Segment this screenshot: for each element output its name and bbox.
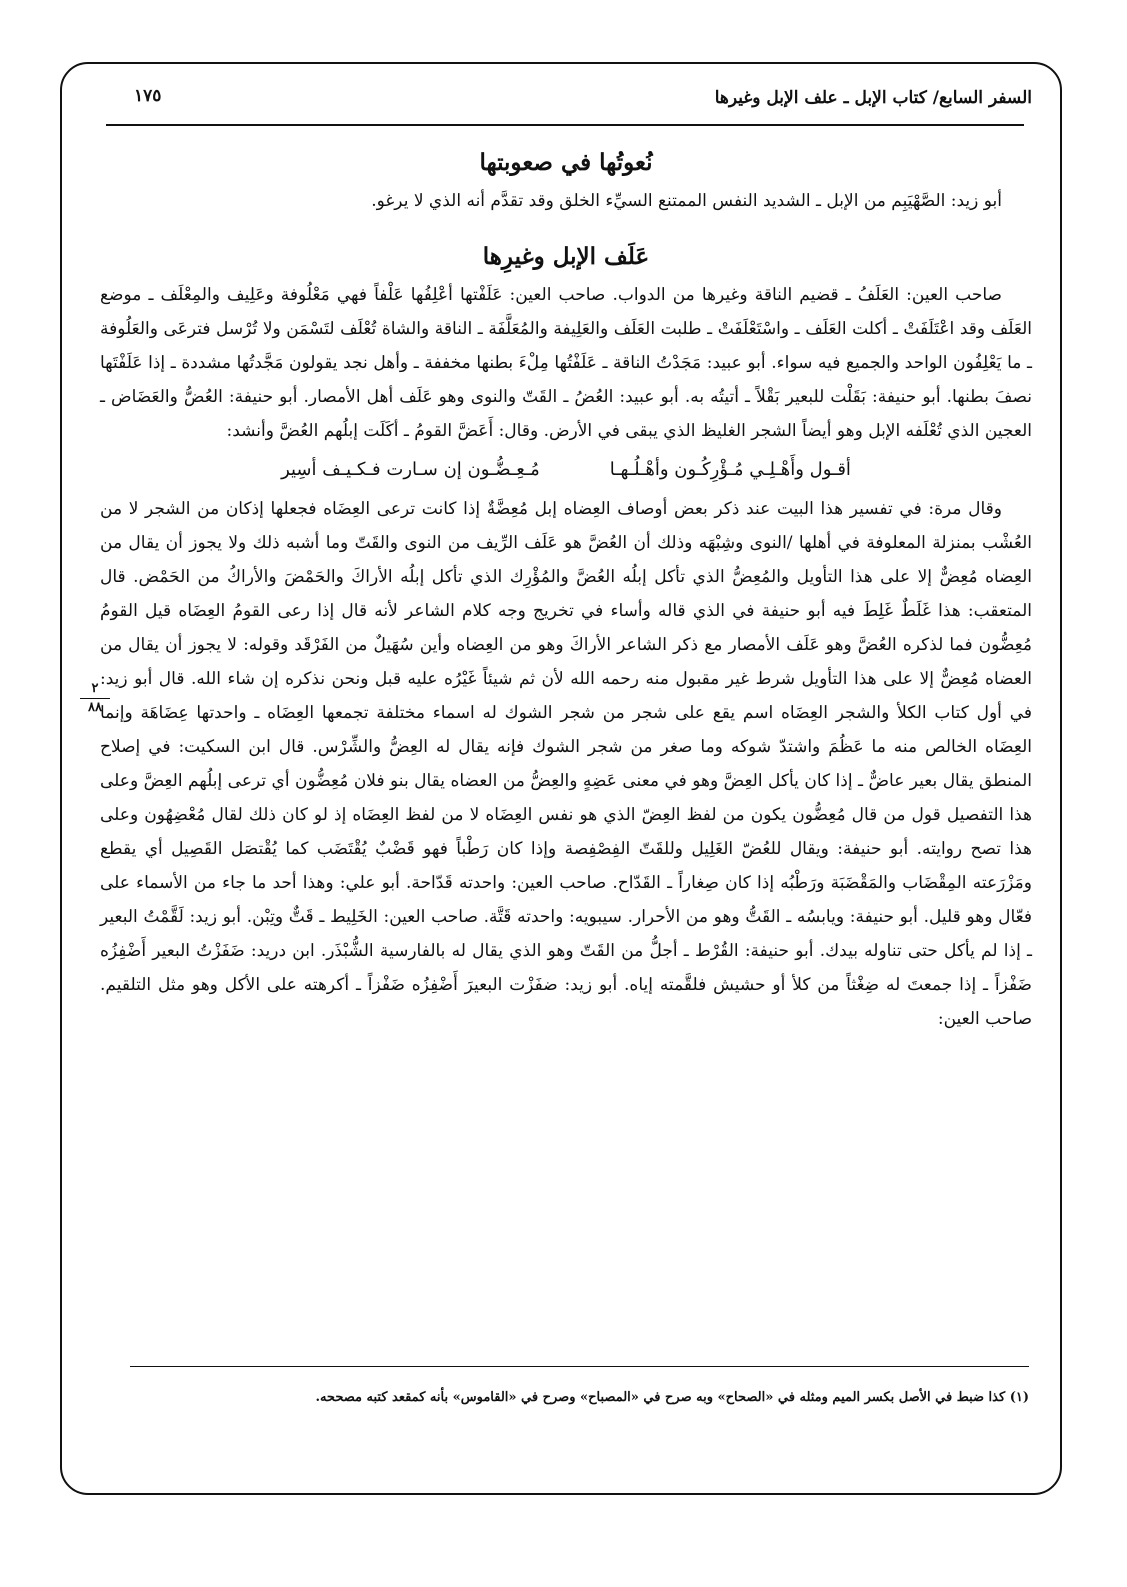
section-1-paragraph: أبو زيد: الصَّهْيَبِم من الإبل ـ الشديد النفس الممتنع السيِّء الخلق وقد تقدَّم أنه الذي لا يرغو. xyxy=(371,191,1002,211)
running-title: السفر السابع/ كتاب الإبل ـ علف الإبل وغيرها xyxy=(714,88,1032,108)
footnote: (١) كذا ضبط في الأصل بكسر الميم ومثله في «الصحاح» وبه صرح في «المصباح» وصرح في «القاموس» بأنه كمقعد كتبه مصححه. xyxy=(315,1390,1029,1405)
page-number: ١٧٥ xyxy=(134,86,162,106)
header-rule xyxy=(106,124,1024,126)
main-text xyxy=(100,142,1032,1036)
section-2-paragraph-2: وقال مرة: في تفسير هذا البيت عند ذكر بعض أوصاف العِضاه إبل مُعِضَّةٌ إذا كانت ترعى العِضَاه فجعلها إذكان من الشجر لا من العُشْب بمنزلة المعلوفة في أهلها /النوى وشِبْهَه وذلك أن العُضَّ هو عَلَف الرِّيف من النوى والقَتّ وما أشبه ذلك ولا يجوز أن يقال من العِضاه مُعِضٌّ إلا على هذا التأويل والمُعِضُّ الذي تأكل إبلُه العُضَّ والمُؤْرِك الذي تأكل إبلُه الأراكَ والحَمْضَ والأراكُ من الحَمْض. قال المتعقب: هذا غَلَطٌ غَلِطَ فيه أبو حنيفة في الذي قاله وأساء في تخريج وجه كلام الشاعر لأنه قال إذا رعى القومُ العِضَاه قيل القومُ مُعِضُّون فما لذكره العُضَّ وهو عَلَف الأمصار مع ذكر الشاعر الأراكَ وهو من العِضاه وأين سُهَيلٌ من الفَرْقَد وقوله: لا يجوز أن يقال من العضاه مُعِضٌّ إلا على هذا التأويل شرط غير مقبول منه رحمه الله لأن ثم شيئاً غَيْرُه عليه قبل ونحن نذكره إن شاء الله. قال أبو زيد: في أول كتاب الكلأ والشجر العِضَاه اسم يقع على شجر من شجر الشوك له اسماء مختلفة تجمعها العِضَاه ـ واحدتها عِضَاهَة وإنما العِضَاه الخالص منه ما عَظُمَ واشتدّ شوكه وما صغر من شجر الشوك فإنه يقال له العِضُّ والشِّرْس. قال ابن السكيت: في إصلاح المنطق يقال بعير عاضٌّ ـ إذا كان يأكل العِضَّ وهو في معنى عَضِهٍ والعِضُّ من العضاه يقال بنو فلان مُعِضُّون أي ترعى إبلُهم العِضَّ وعلى هذا التفصيل قول من قال مُعِضُّون يكون من لفظ العِضّ الذي هو نفس العِضَاه لا من لفظ العِضَاه إذ لو كان ذلك لقال مُعْضِهُون وعلى هذا تصح روايته. أبو حنيفة: ويقال للعُضّ الغَلِيل وللقَتّ الفِصْفِصة وإذا كان رَطْباً فهو قَضْبٌ يُقْتَضَب كما يُقْتصَل القَصِيل أي يقطع ومَزْرَعته المِقْضَاب والمَقْضَبَة ورَطْبُه إذا كان صِغاراً ـ القَدّاح. صاحب العين: واحدته قَدّاحة. أبو علي: وهذا أحد ما جاء من الأسماء على فعّال وهو قليل. أبو حنيفة: ويابسُه ـ القَتُّ وهو من الأحرار. سيبويه: واحدته قَتَّة. صاحب العين: الخَلِيط ـ قَتٌّ وتِبْن. أبو زيد: لَقَّمْتُ البعير ـ إذا لم يأكل حتى تناوله بيدك. أبو حنيفة: القُرْط ـ أجلُّ من القَتّ وهو الذي يقال له بالفارسية الشُّبْذَر. ابن دريد: ضَفَزْتُ البعير أَضْفِزُه ضَفْزاً ـ إذا جمعتَ له ضِغْثاً من كلأ أو حشيش فلقَّمته إياه. أبو زيد: ضفَزْت البعيرَ أَضْفِزُه ضَفْزاً ـ أكرهته على الأكل وهو مثل التلقيم. صاحب العين: xyxy=(100,499,1032,1029)
margin-marker-bottom: ٨٨ xyxy=(88,700,102,715)
section-heading-1: نُعوتُها في صعوبتها xyxy=(479,149,653,176)
footnote-rule xyxy=(130,1366,1029,1367)
poem-hemistich-left: مُـعِـضُّـون إن سـارت فـكـيـف أسِير xyxy=(281,459,540,480)
poem-hemistich-right: أقـول وأَهْـلِـي مُـؤْرِكُـون وأهْـلُـهـا xyxy=(609,459,851,480)
running-header xyxy=(92,84,1032,120)
section-heading-2: عَلَف الإبل وغيرِها xyxy=(482,243,650,270)
margin-marker-top: ٢ xyxy=(91,681,99,696)
poem-verse xyxy=(100,448,1032,492)
book-page xyxy=(88,72,1032,1472)
section-2-paragraph-1: صاحب العين: العَلَفُ ـ قضيم الناقة وغيرها من الدواب. صاحب العين: عَلَفْتها أعْلِفُها عَلْفاً فهي مَعْلُوفة وعَلِيف والمِعْلَف ـ موضع العَلَف وقد اعْتَلَفَتْ ـ أكلت العَلَف ـ واسْتَعْلَفَتْ ـ طلبت العَلَف والعَلِيفة والمُعَلَّفَة ـ الناقة والشاة تُعْلَف لتَسْمَن ولا تُرْسل فترعَى والعَلُوفة ـ ما يَعْلِفُون الواحد والجميع فيه سواء. أبو عبيد: مَجَدْتُ الناقة ـ عَلَفْتُها مِلْءَ بطنها مخففة ـ وأهل نجد يقولون مَجَّدتُها مشددة ـ إذا عَلَفْتَها نصفَ بطنها. أبو حنيفة: بَقَلْت للبعير بَقْلاً ـ أتيتُه به. أبو عبيد: العُضُ ـ القَتّ والنوى وهو عَلَف أهل الأمصار. أبو حنيفة: العُضُّ والعَضَاض ـ العجين الذي تُعْلَفه الإبل وهو أيضاً الشجر الغليظ الذي يبقى في الأرض. وقال: أَعَضَّ القومُ ـ أكَلَت إبلُهم العُضَّ وأنشد: xyxy=(100,285,1032,441)
